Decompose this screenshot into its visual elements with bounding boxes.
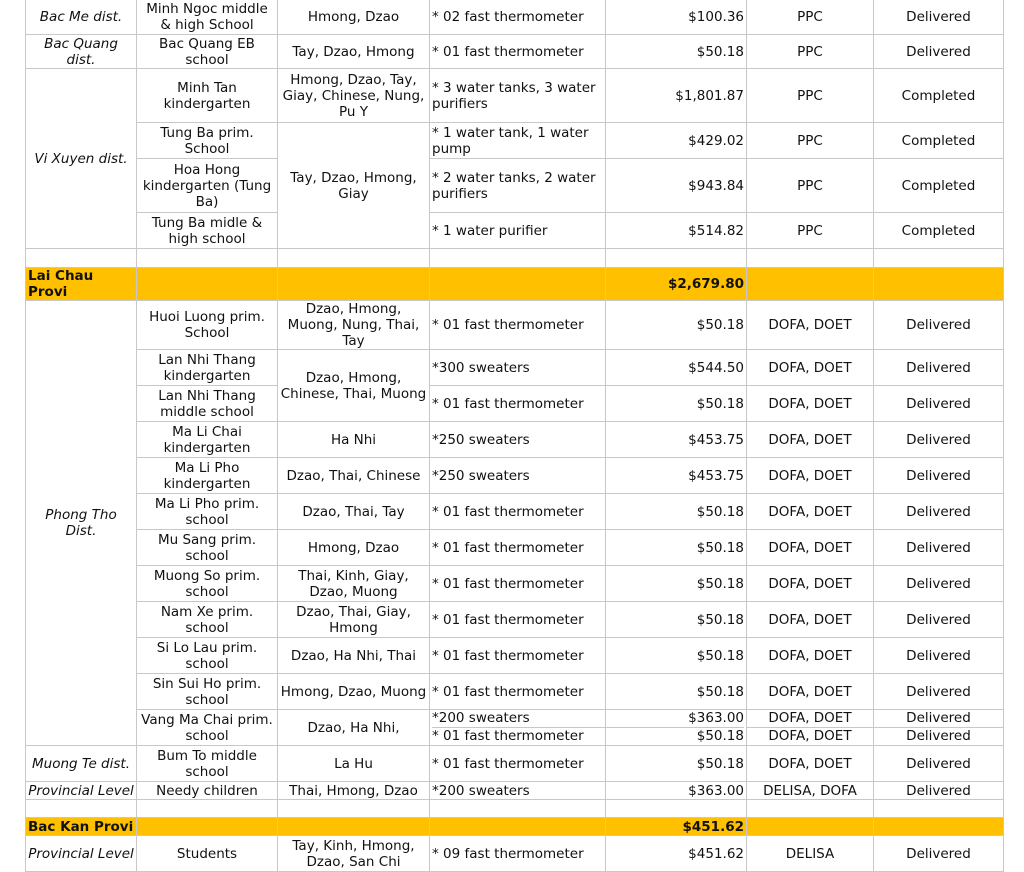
partner-cell: DELISA — [747, 836, 874, 872]
table-row — [26, 602, 1004, 638]
items-cell: * 01 fast thermometer — [430, 566, 606, 602]
empty-cell — [606, 249, 747, 268]
items-cell: * 01 fast thermometer — [430, 602, 606, 638]
partner-line: DOFA, DOET — [747, 727, 873, 745]
table-row — [26, 782, 1004, 800]
partner-cell: DOFA, DOET — [747, 566, 874, 602]
school-cell: Minh Tan kindergarten — [137, 69, 278, 123]
amount-cell: $363.00 — [606, 782, 747, 800]
items-line: * 01 fast thermometer — [432, 727, 605, 745]
empty-cell — [747, 268, 874, 301]
partner-cell: DOFA, DOET — [747, 602, 874, 638]
empty-cell — [278, 268, 430, 301]
items-cell: * 2 water tanks, 2 water purifiers — [430, 159, 606, 213]
status-cell: Delivered — [874, 638, 1004, 674]
status-cell: Completed — [874, 159, 1004, 213]
table-row — [26, 123, 1004, 159]
ethnic-group-cell: Tay, Dzao, Hmong, Giay — [278, 123, 430, 249]
school-cell: Bum To middle school — [137, 746, 278, 782]
school-cell: Minh Ngoc middle & high School — [137, 0, 278, 35]
school-cell: Lan Nhi Thang kindergarten — [137, 350, 278, 386]
table-row — [26, 674, 1004, 710]
school-cell: Lan Nhi Thang middle school — [137, 386, 278, 422]
blank-row — [26, 800, 1004, 818]
items-cell: * 01 fast thermometer — [430, 638, 606, 674]
partner-cell: DOFA, DOET — [747, 494, 874, 530]
items-cell: * 09 fast thermometer — [430, 836, 606, 872]
empty-cell — [430, 268, 606, 301]
table-row — [26, 566, 1004, 602]
empty-cell — [278, 249, 430, 268]
district-cell: Phong Tho Dist. — [26, 301, 137, 746]
partner-line: DOFA, DOET — [768, 710, 852, 726]
status-cell: Delivered — [874, 746, 1004, 782]
school-cell: Huoi Luong prim. School — [137, 301, 278, 350]
school-cell: Ma Li Chai kindergarten — [137, 422, 278, 458]
table-row — [26, 638, 1004, 674]
items-cell: * 01 fast thermometer — [430, 530, 606, 566]
empty-cell — [26, 249, 137, 268]
partner-cell: DELISA, DOFA — [747, 782, 874, 800]
amount-cell: $50.18 — [606, 674, 747, 710]
status-cell: Delivered — [874, 566, 1004, 602]
table-row — [26, 35, 1004, 69]
partner-cell: DOFA, DOET — [747, 638, 874, 674]
school-cell: Bac Quang EB school — [137, 35, 278, 69]
items-cell: *250 sweaters — [430, 458, 606, 494]
school-cell: Ma Li Pho prim. school — [137, 494, 278, 530]
ethnic-group-cell: Tay, Dzao, Hmong — [278, 35, 430, 69]
amount-cell: $50.18 — [606, 35, 747, 69]
amount-cell: $429.02 — [606, 123, 747, 159]
partner-cell: DOFA, DOET — [747, 301, 874, 350]
school-cell: Vang Ma Chai prim. school — [137, 710, 278, 746]
amount-cell: $1,801.87 — [606, 69, 747, 123]
empty-cell — [430, 249, 606, 268]
empty-cell — [137, 800, 278, 818]
table-row — [26, 0, 1004, 35]
empty-cell — [430, 818, 606, 836]
ethnic-group-cell: Dzao, Ha Nhi, — [278, 710, 430, 746]
school-cell: Needy children — [137, 782, 278, 800]
partner-cell: DOFA, DOET — [747, 674, 874, 710]
partner-cell: DOFA, DOET — [747, 386, 874, 422]
empty-cell — [137, 818, 278, 836]
status-cell: Delivered — [874, 350, 1004, 386]
blank-row — [26, 249, 1004, 268]
items-cell: * 1 water tank, 1 water pump — [430, 123, 606, 159]
empty-cell — [747, 249, 874, 268]
items-cell: *200 sweaters — [430, 782, 606, 800]
status-cell: Delivered — [874, 530, 1004, 566]
table-row — [26, 69, 1004, 123]
status-cell: Completed — [874, 69, 1004, 123]
status-cell: Delivered — [874, 422, 1004, 458]
province-total: $2,679.80 — [606, 268, 747, 301]
empty-cell — [278, 818, 430, 836]
ethnic-group-cell: La Hu — [278, 746, 430, 782]
school-cell: Tung Ba midle & high school — [137, 213, 278, 249]
ethnic-group-cell: Hmong, Dzao — [278, 530, 430, 566]
ethnic-group-cell: Dzao, Hmong, Chinese, Thai, Muong — [278, 350, 430, 422]
school-cell: Nam Xe prim. school — [137, 602, 278, 638]
amount-cell: $50.18 — [606, 746, 747, 782]
amount-cell: $50.18 — [606, 494, 747, 530]
ethnic-group-cell: Thai, Hmong, Dzao — [278, 782, 430, 800]
school-cell: Muong So prim. school — [137, 566, 278, 602]
empty-cell — [874, 818, 1004, 836]
empty-cell — [137, 249, 278, 268]
items-cell: * 1 water purifier — [430, 213, 606, 249]
school-cell: Students — [137, 836, 278, 872]
empty-cell — [278, 800, 430, 818]
table-row — [26, 530, 1004, 566]
province-total: $451.62 — [606, 818, 747, 836]
province-name: Lai Chau Provi — [26, 268, 137, 301]
amount-cell: $514.82 — [606, 213, 747, 249]
status-line: Delivered — [906, 710, 971, 726]
table-row — [26, 350, 1004, 386]
ethnic-group-cell: Tay, Kinh, Hmong, Dzao, San Chi — [278, 836, 430, 872]
table-row — [26, 301, 1004, 350]
table-row — [26, 746, 1004, 782]
status-cell: Completed — [874, 213, 1004, 249]
status-line: Delivered — [874, 727, 1003, 745]
province-header-row — [26, 818, 1004, 836]
table-row — [26, 386, 1004, 422]
table-row — [26, 458, 1004, 494]
amount-cell: $50.18 — [606, 530, 747, 566]
amount-cell: $943.84 — [606, 159, 747, 213]
school-cell: Ma Li Pho kindergarten — [137, 458, 278, 494]
status-cell: Delivered — [874, 458, 1004, 494]
school-cell: Mu Sang prim. school — [137, 530, 278, 566]
partner-cell: DOFA, DOET — [747, 422, 874, 458]
status-cell — [874, 710, 1004, 746]
ethnic-group-cell: Ha Nhi — [278, 422, 430, 458]
district-cell: Vi Xuyen dist. — [26, 69, 137, 249]
items-cell: *250 sweaters — [430, 422, 606, 458]
table-row — [26, 494, 1004, 530]
items-cell: * 01 fast thermometer — [430, 494, 606, 530]
partner-cell: PPC — [747, 0, 874, 35]
district-cell: Bac Quang dist. — [26, 35, 137, 69]
province-name: Bac Kan Provi — [26, 818, 137, 836]
ethnic-group-cell: Dzao, Thai, Tay — [278, 494, 430, 530]
ethnic-group-cell: Dzao, Hmong, Muong, Nung, Thai, Tay — [278, 301, 430, 350]
items-cell: *300 sweaters — [430, 350, 606, 386]
district-cell: Provincial Level — [26, 836, 137, 872]
items-cell: * 3 water tanks, 3 water purifiers — [430, 69, 606, 123]
amount-cell — [606, 710, 747, 746]
items-cell: * 01 fast thermometer — [430, 386, 606, 422]
partner-cell: PPC — [747, 159, 874, 213]
amount-cell: $50.18 — [606, 386, 747, 422]
ethnic-group-cell: Dzao, Thai, Chinese — [278, 458, 430, 494]
empty-cell — [747, 800, 874, 818]
table-row — [26, 159, 1004, 213]
school-cell: Sin Sui Ho prim. school — [137, 674, 278, 710]
status-cell: Delivered — [874, 602, 1004, 638]
amount-line: $363.00 — [688, 710, 744, 726]
amount-cell: $453.75 — [606, 458, 747, 494]
empty-cell — [26, 800, 137, 818]
amount-cell: $50.18 — [606, 602, 747, 638]
empty-cell — [874, 268, 1004, 301]
school-cell: Si Lo Lau prim. school — [137, 638, 278, 674]
partner-cell: PPC — [747, 123, 874, 159]
amount-cell: $50.18 — [606, 638, 747, 674]
table-row — [26, 710, 1004, 746]
status-cell: Delivered — [874, 782, 1004, 800]
partner-cell: PPC — [747, 69, 874, 123]
school-cell: Tung Ba prim. School — [137, 123, 278, 159]
amount-cell: $50.18 — [606, 301, 747, 350]
district-cell: Bac Me dist. — [26, 0, 137, 35]
empty-cell — [430, 800, 606, 818]
ethnic-group-cell: Hmong, Dzao, Muong — [278, 674, 430, 710]
items-cell: * 01 fast thermometer — [430, 301, 606, 350]
donation-table — [25, 0, 1004, 872]
ethnic-group-cell: Hmong, Dzao — [278, 0, 430, 35]
items-cell: * 01 fast thermometer — [430, 35, 606, 69]
partner-cell: DOFA, DOET — [747, 746, 874, 782]
ethnic-group-cell: Dzao, Thai, Giay, Hmong — [278, 602, 430, 638]
amount-cell: $453.75 — [606, 422, 747, 458]
amount-line: $50.18 — [606, 727, 744, 745]
status-cell: Delivered — [874, 301, 1004, 350]
province-header-row — [26, 268, 1004, 301]
status-cell: Delivered — [874, 386, 1004, 422]
table-row — [26, 213, 1004, 249]
amount-cell: $50.18 — [606, 566, 747, 602]
partner-cell — [747, 710, 874, 746]
empty-cell — [606, 800, 747, 818]
status-cell: Delivered — [874, 674, 1004, 710]
items-cell — [430, 710, 606, 746]
amount-cell: $100.36 — [606, 0, 747, 35]
table-row — [26, 422, 1004, 458]
school-cell: Hoa Hong kindergarten (Tung Ba) — [137, 159, 278, 213]
district-cell: Muong Te dist. — [26, 746, 137, 782]
status-cell: Delivered — [874, 836, 1004, 872]
empty-cell — [874, 800, 1004, 818]
empty-cell — [874, 249, 1004, 268]
status-cell: Delivered — [874, 35, 1004, 69]
items-line: *200 sweaters — [432, 710, 530, 726]
status-cell: Delivered — [874, 494, 1004, 530]
partner-cell: PPC — [747, 213, 874, 249]
ethnic-group-cell: Thai, Kinh, Giay, Dzao, Muong — [278, 566, 430, 602]
amount-cell: $544.50 — [606, 350, 747, 386]
items-cell: * 02 fast thermometer — [430, 0, 606, 35]
partner-cell: PPC — [747, 35, 874, 69]
items-cell: * 01 fast thermometer — [430, 746, 606, 782]
amount-cell: $451.62 — [606, 836, 747, 872]
status-cell: Delivered — [874, 0, 1004, 35]
partner-cell: DOFA, DOET — [747, 350, 874, 386]
partner-cell: DOFA, DOET — [747, 458, 874, 494]
empty-cell — [137, 268, 278, 301]
items-cell: * 01 fast thermometer — [430, 674, 606, 710]
empty-cell — [747, 818, 874, 836]
ethnic-group-cell: Hmong, Dzao, Tay, Giay, Chinese, Nung, Pu Y — [278, 69, 430, 123]
partner-cell: DOFA, DOET — [747, 530, 874, 566]
status-cell: Completed — [874, 123, 1004, 159]
ethnic-group-cell: Dzao, Ha Nhi, Thai — [278, 638, 430, 674]
district-cell: Provincial Level — [26, 782, 137, 800]
table-row — [26, 836, 1004, 872]
